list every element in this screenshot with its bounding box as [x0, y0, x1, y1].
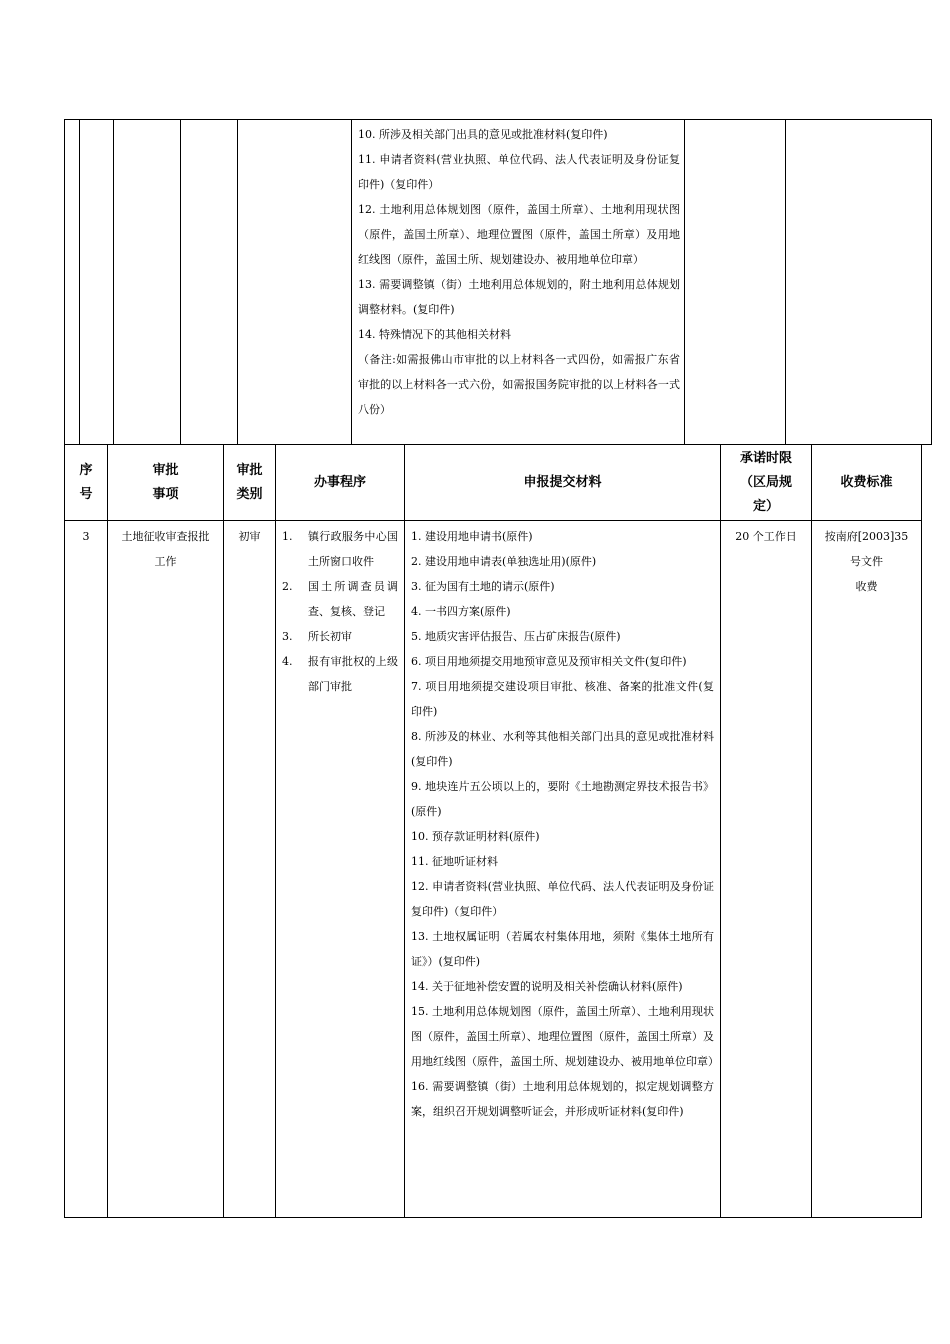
row-time-limit: 20 个工作日 — [721, 521, 812, 1218]
procedure-step: 3. 所长初审 — [282, 630, 352, 643]
row-procedure — [276, 521, 405, 1218]
procedure-step: 4. 报有审批权的上级部门审批 — [282, 655, 398, 693]
material-item: 8. 所涉及的林业、水利等其他相关部门出具的意见或批准材料(复印件) — [411, 730, 714, 768]
empty-cell — [181, 120, 238, 445]
header-fee: 收费标准 — [812, 445, 922, 521]
material-item: 10. 预存款证明材料(原件) — [411, 830, 540, 843]
empty-cell — [786, 120, 932, 445]
material-item: 15. 土地利用总体规划图（原件，盖国土所章）、土地利用现状图（原件，盖国土所章）、地理位置图（原件，盖国土所章）及用地红线图（原件，盖国土所、规划建设办、被用地单位印章） — [411, 1005, 719, 1068]
header-type: 审批 类别 — [224, 445, 276, 521]
material-item: 12. 申请者资料(营业执照、单位代码、法人代表证明及身份证复印件)（复印件） — [411, 880, 714, 918]
header-procedure: 办事程序 — [276, 445, 405, 521]
material-item: 16. 需要调整镇（街）土地利用总体规划的，拟定规划调整方案，组织召开规划调整听证会，并形成听证材料(复印件) — [411, 1080, 714, 1118]
row-type: 初审 — [224, 521, 276, 1218]
table-row — [65, 521, 922, 1218]
material-item: 10. 所涉及相关部门出具的意见或批准材料(复印件) — [358, 128, 608, 141]
empty-cell — [80, 120, 114, 445]
material-item: 2. 建设用地申请表(单独选址用)(原件) — [411, 555, 597, 568]
empty-cell — [238, 120, 352, 445]
header-row — [65, 445, 922, 521]
empty-cell — [114, 120, 181, 445]
approval-table — [64, 444, 922, 1218]
row-seq: 3 — [65, 521, 108, 1218]
material-item: 5. 地质灾害评估报告、压占矿床报告(原件) — [411, 630, 621, 643]
row-materials — [405, 521, 721, 1218]
material-item: 14. 特殊情况下的其他相关材料 — [358, 328, 511, 341]
material-item: 1. 建设用地申请书(原件) — [411, 530, 533, 543]
material-item: 6. 项目用地须提交用地预审意见及预审相关文件(复印件) — [411, 655, 687, 668]
material-note: （备注:如需报佛山市审批的以上材料各一式四份，如需报广东省审批的以上材料各一式六份，如需报国务院审批的以上材料各一式八份） — [358, 353, 680, 416]
material-item: 11. 申请者资料(营业执照、单位代码、法人代表证明及身份证复印件)（复印件） — [358, 153, 680, 191]
empty-cell — [685, 120, 786, 445]
continued-materials-cell — [352, 120, 685, 445]
header-seq: 序 号 — [65, 445, 108, 521]
procedure-step: 1. 镇行政服务中心国土所窗口收件 — [282, 530, 398, 568]
procedure-step: 2. 国土所调查员调查、复核、登记 — [282, 580, 398, 618]
material-item: 14. 关于征地补偿安置的说明及相关补偿确认材料(原件) — [411, 980, 683, 993]
material-item: 3. 征为国有土地的请示(原件) — [411, 580, 555, 593]
header-time-limit: 承诺时限 （区局规 定） — [721, 445, 812, 521]
continued-table — [64, 119, 932, 445]
empty-cell — [65, 120, 80, 445]
row-fee: 按南府[2003]35 号文件 收费 — [812, 521, 922, 1218]
material-item: 13. 需要调整镇（街）土地利用总体规划的，附土地利用总体规划调整材料。(复印件) — [358, 278, 680, 316]
material-item: 12. 土地利用总体规划图（原件，盖国土所章）、土地利用现状图（原件，盖国土所章）、地理位置图（原件，盖国土所章）及用地红线图（原件，盖国土所、规划建设办、被用地单位印章） — [358, 203, 680, 266]
material-item: 7. 项目用地须提交建设项目审批、核准、备案的批准文件(复印件) — [411, 680, 714, 718]
header-item: 审批 事项 — [108, 445, 224, 521]
material-item: 13. 土地权属证明（若属农村集体用地，须附《集体土地所有证》）(复印件) — [411, 930, 714, 968]
row-item: 土地征收审查报批 工作 — [108, 521, 224, 1218]
material-item: 9. 地块连片五公顷以上的，要附《土地勘测定界技术报告书》(原件) — [411, 780, 714, 818]
material-item: 11. 征地听证材料 — [411, 855, 498, 868]
header-materials: 申报提交材料 — [405, 445, 721, 521]
material-item: 4. 一书四方案(原件) — [411, 605, 511, 618]
